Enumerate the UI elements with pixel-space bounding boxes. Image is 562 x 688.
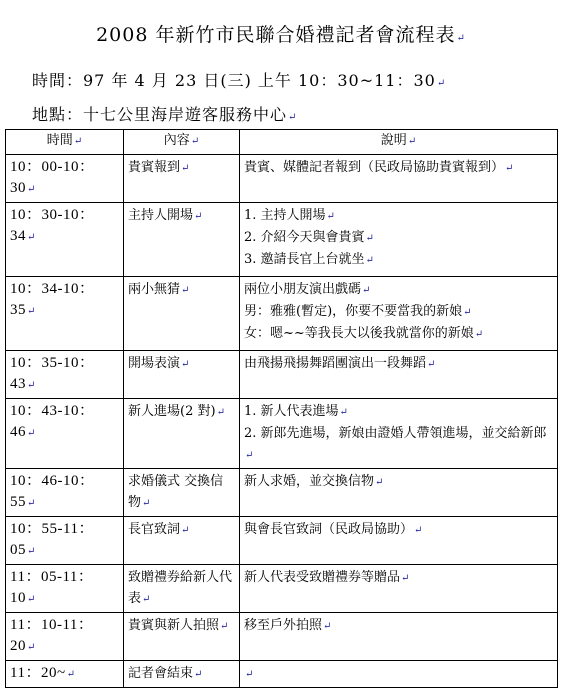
row-description: [240, 277, 558, 351]
paragraph-mark-icon: ↵: [190, 136, 200, 147]
row-content: 致贈禮券給新人代表↵: [124, 565, 240, 613]
table-row: [6, 469, 558, 517]
paragraph-mark-icon: ↵: [436, 78, 447, 89]
row-content: 求婚儀式 交換信物↵: [124, 469, 240, 517]
paragraph-mark-icon: ↵: [181, 163, 190, 174]
table-row: [6, 203, 558, 277]
table-row: [6, 517, 558, 565]
table-row: [6, 155, 558, 203]
description-line: 與會長官致詞（民政局協助）↵: [244, 522, 423, 537]
row-content: 開場表演↵: [124, 351, 240, 399]
row-content: 貴賓報到↵: [124, 155, 240, 203]
row-time: 10：00-10：30↵: [6, 155, 124, 203]
event-time-line: [32, 68, 446, 91]
description-line: 移至戶外拍照↵: [244, 618, 332, 633]
schedule-table: [5, 129, 558, 688]
description-line: 貴賓、媒體記者報到（民政局協助貴賓報到）↵: [244, 160, 514, 175]
paragraph-mark-icon: ↵: [27, 380, 36, 391]
paragraph-mark-icon: ↵: [181, 525, 190, 536]
row-description: [240, 613, 558, 661]
paragraph-mark-icon: ↵: [365, 255, 374, 266]
description-line: 1. 新人代表進場↵: [244, 404, 348, 419]
row-description: [240, 399, 558, 469]
description-line: 2. 新郎先進場，新娘由證婚人帶領進場，並交給新郎↵: [244, 426, 547, 461]
table-row: [6, 661, 558, 688]
title-text: 2008 年新竹市民聯合婚禮記者會流程表: [96, 24, 456, 46]
paragraph-mark-icon: ↵: [27, 306, 36, 317]
table-header-row: [6, 130, 558, 155]
paragraph-mark-icon: ↵: [27, 232, 36, 243]
paragraph-mark-icon: ↵: [27, 642, 36, 653]
paragraph-mark-icon: ↵: [27, 594, 36, 605]
paragraph-mark-icon: ↵: [456, 33, 466, 44]
paragraph-mark-icon: ↵: [216, 407, 225, 418]
event-place-text: 地點：十七公里海岸遊客服務中心: [32, 105, 288, 124]
description-line: 3. 邀請長官上台就坐↵: [244, 252, 374, 267]
paragraph-mark-icon: ↵: [407, 136, 417, 147]
row-description: [240, 203, 558, 277]
paragraph-mark-icon: ↵: [427, 359, 436, 370]
paragraph-mark-icon: ↵: [326, 211, 335, 222]
description-line: 兩位小朋友演出戲碼↵: [244, 282, 371, 297]
header-content: 內容↵: [124, 130, 240, 155]
paragraph-mark-icon: ↵: [220, 621, 229, 632]
table-row: [6, 351, 558, 399]
row-time: 11：10-11：20↵: [6, 613, 124, 661]
row-description: [240, 661, 558, 688]
paragraph-mark-icon: ↵: [474, 329, 484, 340]
description-line: [244, 663, 553, 685]
paragraph-mark-icon: ↵: [181, 359, 190, 370]
paragraph-mark-icon: ↵: [365, 233, 374, 244]
description-line: 2. 介紹今天與會貴賓↵: [244, 230, 374, 245]
description-line: 男：雅雅(暫定)，你要不要當我的新娘↵: [244, 304, 472, 319]
row-description: [240, 155, 558, 203]
row-content: 記者會結束↵: [124, 661, 240, 688]
paragraph-mark-icon: ↵: [505, 163, 514, 174]
row-time: 10：55-11：05↵: [6, 517, 124, 565]
header-description: 說明↵: [240, 130, 558, 155]
row-description: [240, 565, 558, 613]
paragraph-mark-icon: ↵: [339, 407, 348, 418]
row-description: [240, 517, 558, 565]
row-time: 10：46-10：55↵: [6, 469, 124, 517]
row-content: 長官致詞↵: [124, 517, 240, 565]
paragraph-mark-icon: ↵: [245, 450, 254, 461]
row-description: [240, 469, 558, 517]
event-time-text: 時間：97 年 4 月 23 日(三) 上午 10：30~11：30: [32, 71, 436, 90]
row-content: 新人進場(2 對)↵: [124, 399, 240, 469]
paragraph-mark-icon: ↵: [66, 669, 76, 680]
paragraph-mark-icon: ↵: [27, 546, 36, 557]
description-line: 新人代表受致贈禮券等贈品↵: [244, 570, 410, 585]
paragraph-mark-icon: ↵: [73, 136, 83, 147]
row-time: 11：05-11：10↵: [6, 565, 124, 613]
row-time: 10：35-10：43↵: [6, 351, 124, 399]
row-time: 10：43-10：46↵: [6, 399, 124, 469]
paragraph-mark-icon: ↵: [142, 594, 151, 605]
description-line: 新人求婚，並交換信物↵: [244, 474, 384, 489]
paragraph-mark-icon: ↵: [27, 428, 36, 439]
paragraph-mark-icon: ↵: [401, 573, 410, 584]
table-row: [6, 565, 558, 613]
paragraph-mark-icon: ↵: [245, 669, 254, 680]
paragraph-mark-icon: ↵: [181, 285, 190, 296]
paragraph-mark-icon: ↵: [323, 621, 332, 632]
paragraph-mark-icon: ↵: [27, 184, 36, 195]
row-description: [240, 351, 558, 399]
row-content: 貴賓與新人拍照↵: [124, 613, 240, 661]
document-title: [0, 20, 562, 47]
description-line: 由飛揚飛揚舞蹈團演出一段舞蹈↵: [244, 356, 436, 371]
paragraph-mark-icon: ↵: [288, 112, 298, 123]
paragraph-mark-icon: ↵: [27, 498, 36, 509]
row-time: 10：30-10：34↵: [6, 203, 124, 277]
paragraph-mark-icon: ↵: [414, 525, 423, 536]
row-time: 11：20~↵: [6, 661, 124, 688]
paragraph-mark-icon: ↵: [362, 285, 371, 296]
paragraph-mark-icon: ↵: [194, 669, 203, 680]
paragraph-mark-icon: ↵: [142, 498, 151, 509]
description-line: 1. 主持人開場↵: [244, 208, 335, 223]
row-content: 兩小無猜↵: [124, 277, 240, 351]
event-place-line: [32, 102, 297, 125]
table-row: [6, 399, 558, 469]
description-line: 女：嗯~~等我長大以後我就當你的新娘↵: [244, 326, 484, 341]
table-row: [6, 277, 558, 351]
header-time: 時間↵: [6, 130, 124, 155]
row-content: 主持人開場↵: [124, 203, 240, 277]
table-row: [6, 613, 558, 661]
paragraph-mark-icon: ↵: [194, 211, 203, 222]
paragraph-mark-icon: ↵: [463, 307, 472, 318]
paragraph-mark-icon: ↵: [375, 477, 384, 488]
row-time: 10：34-10：35↵: [6, 277, 124, 351]
